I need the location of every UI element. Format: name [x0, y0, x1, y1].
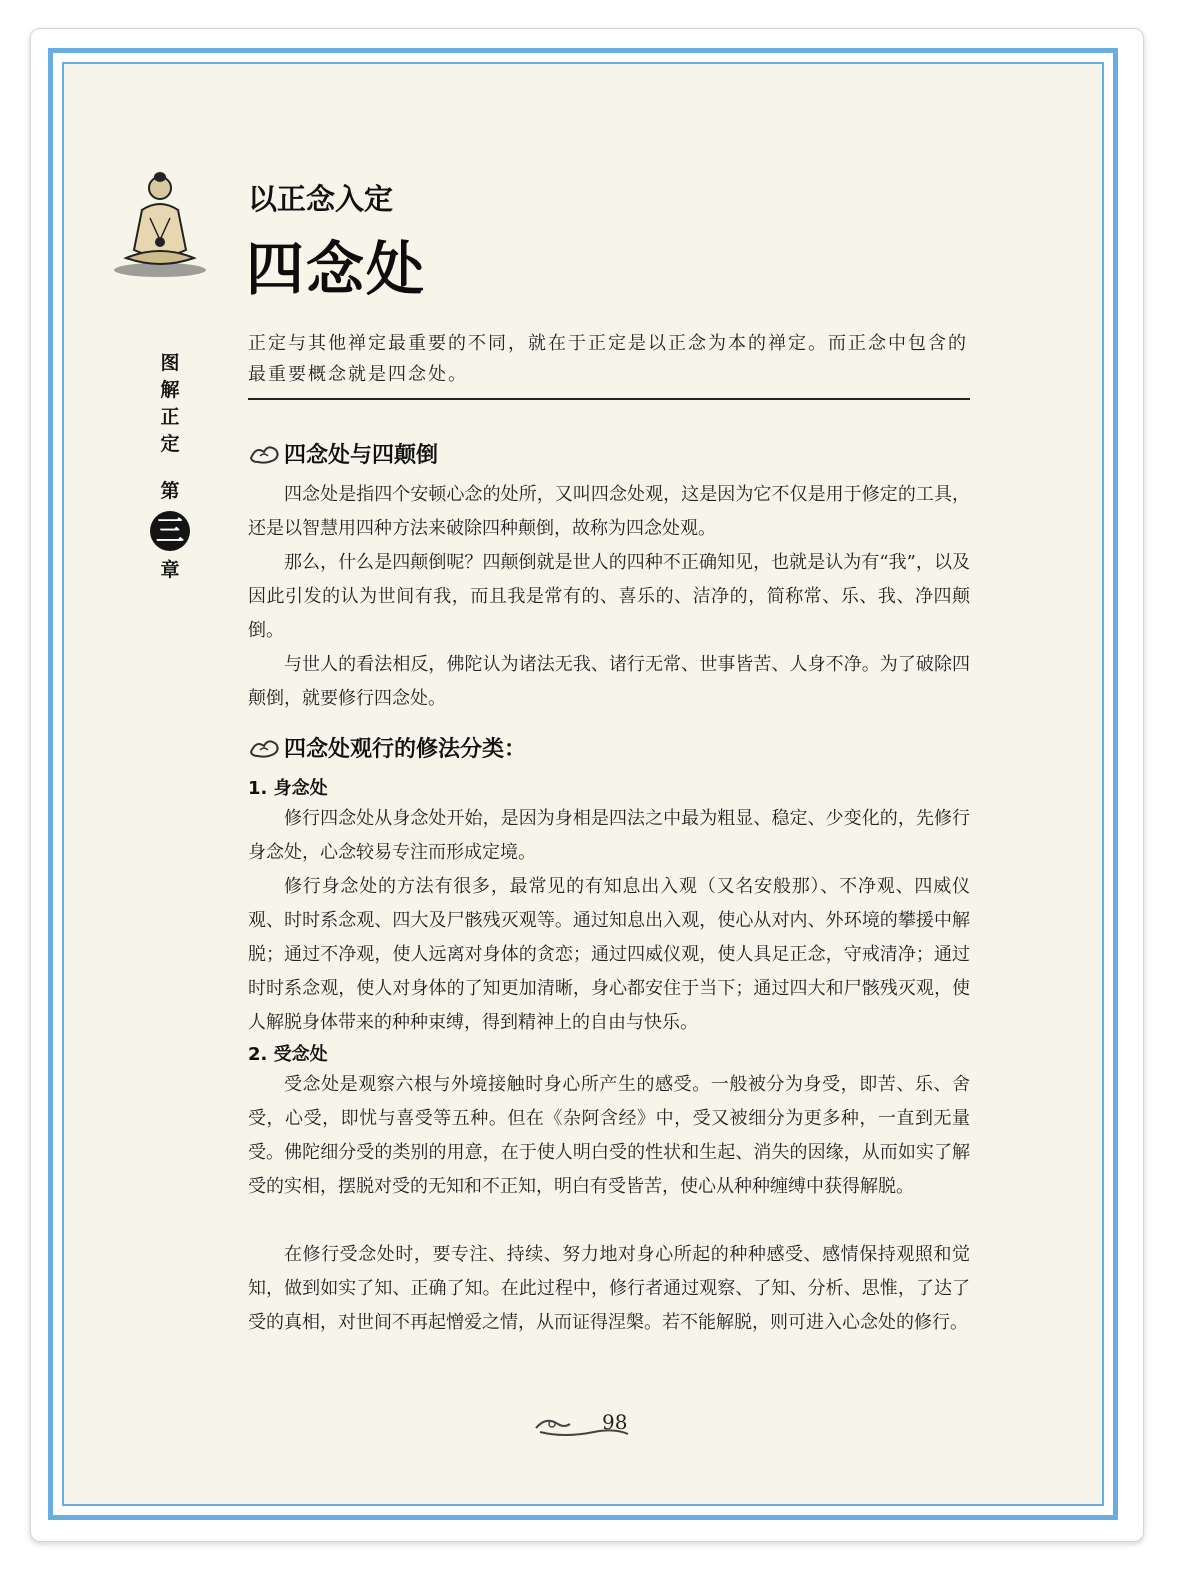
chapter-side-label: [150, 350, 190, 584]
book-title-char: 定: [160, 433, 180, 455]
page-number: 98: [602, 1410, 628, 1434]
section-heading: [248, 438, 438, 469]
chapter-prefix: 第: [160, 480, 180, 502]
subsection-label: 2. 受念处: [248, 1044, 328, 1065]
page-title: 四念处: [246, 235, 427, 303]
section-heading-text: 四念处观行的修法分类：: [284, 736, 527, 762]
section-heading-text: 四念处与四颠倒: [284, 442, 439, 468]
buddha-figure-icon: [112, 170, 208, 278]
page-subtitle: 以正念入定: [248, 182, 394, 216]
chapter-suffix: 章: [160, 559, 180, 581]
body-paragraph: 修行四念处从身念处开始，是因为身相是四法之中最为粗显、稳定、少变化的，先修行身念处，心念较易专注而形成定境。: [248, 808, 970, 863]
intro-paragraph: 正定与其他禅定最重要的不同，就在于正定是以正念为本的禅定。而正念中包含的最重要概念就是四念处。: [248, 333, 968, 385]
body-paragraph: 修行身念处的方法有很多，最常见的有知息出入观（又名安般那）、不净观、四威仪观、时时系念观、四大及尸骸残灭观等。通过知息出入观，使心从对内、外环境的攀援中解脱；通过不净观，使人远离对身体的贪恋；通过四威仪观，使人具足正念，守戒清净；通过时时系念观，使人对身体的了知更加清晰，身心都安住于当下；通过四大和尸骸残灭观，使人解脱身体带来的种种束缚，得到精神上的自由与快乐。: [248, 876, 970, 1033]
book-title-char: 解: [160, 379, 180, 401]
body-paragraph: 那么，什么是四颠倒呢？四颠倒就是世人的四种不正确知见，也就是认为有“我”，以及因此引发的认为世间有我，而且我是常有的、喜乐的、洁净的，简称常、乐、我、净四颠倒。: [248, 552, 970, 641]
lotus-cloud-ornament-icon: [248, 440, 282, 466]
chapter-number-badge: 三: [150, 511, 190, 551]
body-paragraph: 在修行受念处时，要专注、持续、努力地对身心所起的种种感受、感情保持观照和觉知，做到如实了知、正确了知。在此过程中，修行者通过观察、了知、分析、思惟，了达了受的真相，对世间不再起憎爱之情，从而证得涅槃。若不能解脱，则可进入心念处的修行。: [248, 1244, 970, 1333]
body-paragraph: 四念处是指四个安顿心念的处所，又叫四念处观，这是因为它不仅是用于修定的工具，还是以智慧用四种方法来破除四种颠倒，故称为四念处观。: [248, 484, 970, 539]
book-title-char: 图: [160, 352, 180, 374]
body-paragraph: 与世人的看法相反，佛陀认为诸法无我、诸行无常、世事皆苦、人身不净。为了破除四颠倒，就要修行四念处。: [248, 654, 970, 709]
lotus-cloud-ornament-icon: [248, 734, 282, 760]
divider: [248, 398, 970, 400]
subsection-label: 1. 身念处: [248, 778, 328, 799]
book-title-char: 正: [160, 406, 180, 428]
section-heading: [248, 732, 526, 763]
body-paragraph: 受念处是观察六根与外境接触时身心所产生的感受。一般被分为身受，即苦、乐、舍受，心受，即忧与喜受等五种。但在《杂阿含经》中，受又被细分为更多种，一直到无量受。佛陀细分受的类别的用意，在于使人明白受的性状和生起、消失的因缘，从而如实了解受的实相，摆脱对受的无知和不正知，明白有受皆苦，使心从种种缠缚中获得解脱。: [248, 1074, 970, 1197]
